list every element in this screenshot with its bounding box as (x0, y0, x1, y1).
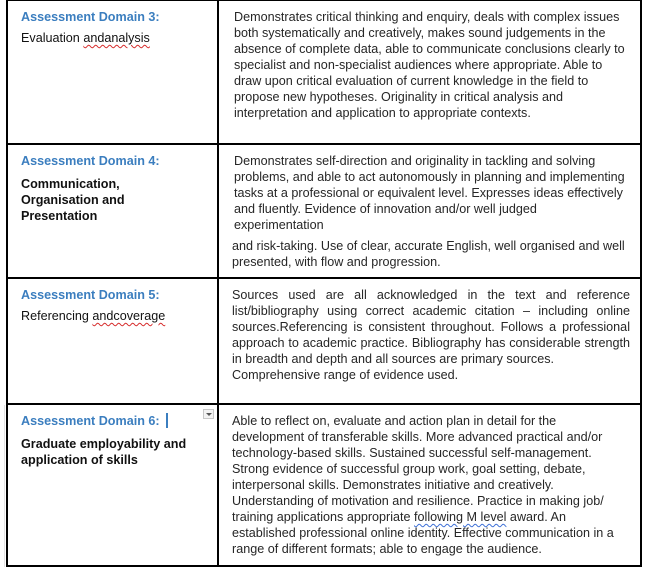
domain-description-cell[interactable] (218, 278, 641, 404)
domain-heading: Assessment Domain 4: (21, 154, 160, 168)
description-paragraph: Demonstrates self-direction and originality in tackling and solving problems, and able to act autonomously in planning and implementing tasks at a professional or equivalent level. Expresses ideas effectively and fluently. Evidence of innovation and/or well judged experimentation (234, 154, 625, 232)
table-row (7, 144, 641, 278)
domain-heading: Assessment Domain 5: (21, 288, 160, 302)
domain-title: Graduate employability and application of skills (21, 437, 187, 467)
text-cursor-icon (166, 413, 168, 428)
domain-description-cell[interactable] (218, 404, 641, 566)
margin-marker (0, 405, 5, 567)
description-text: Able to reflect on, evaluate and action plan in detail for the development of transferable skills. More advanced practical and/or technology-based skills. Sustained successful self-management. Strong evidence of successful group work, goal setting, debate, interpersonal skills. Demonstrates initiative and creatively. Understanding of motivation and resilience. Practice in making job/ training applications appropriate (232, 414, 604, 524)
chevron-down-icon[interactable] (203, 409, 214, 419)
assessment-domains-table (6, 0, 642, 567)
domain-title (21, 308, 209, 324)
domain-label-cell[interactable] (7, 144, 218, 278)
spelling-error[interactable]: andanalysis (83, 31, 150, 45)
domain-title-text: Referencing (21, 309, 93, 323)
table-row (7, 404, 641, 566)
domain-description-cell[interactable] (218, 0, 641, 144)
domain-heading: Assessment Domain 3: (21, 10, 160, 24)
description-paragraph: Demonstrates critical thinking and enquiry, deals with complex issues both systematically and creatively, makes sound judgements in the absence of complete data, able to communicate conclusions clearly to specialist and non-specialist audiences where appropriate. Able to draw upon critical evaluation of current knowledge in the field to propose new hypotheses. Originality in critical analysis and interpretation and application to appropriate contexts. (234, 10, 625, 120)
domain-label-cell[interactable] (7, 278, 218, 404)
domain-label-cell[interactable] (7, 0, 218, 144)
description-paragraph: Comprehensive range of evidence used. (232, 368, 459, 382)
table-row (7, 278, 641, 404)
domain-title-text: Evaluation (21, 31, 84, 45)
domain-heading (21, 413, 209, 429)
description-paragraph: and risk-taking. Use of clear, accurate English, well organised and well presented, with flow and progression. (232, 239, 625, 269)
description-paragraph (232, 413, 630, 557)
domain-heading-text: Assessment Domain 6: (21, 414, 160, 428)
domain-label-cell[interactable] (7, 404, 218, 566)
domain-title: Communication, Organisation and Presentation (21, 177, 125, 223)
domain-title (21, 30, 209, 46)
table-row (7, 0, 641, 144)
domain-description-cell[interactable] (218, 144, 641, 278)
description-text: award. An established professional online identity. Effective communication in a range of different formats; able to engage the audience. (232, 510, 614, 556)
grammar-suggestion[interactable]: following M level (414, 510, 507, 524)
description-paragraph: Sources used are all acknowledged in the text and reference list/bibliography using correct academic citation – including online sources.Referencing is consistent throughout. Follows a professional approach to academic practice. Bibliography has considerable strength in breadth and depth and all sources are primary sources. (232, 288, 630, 366)
spelling-error[interactable]: andcoverage (92, 309, 166, 323)
